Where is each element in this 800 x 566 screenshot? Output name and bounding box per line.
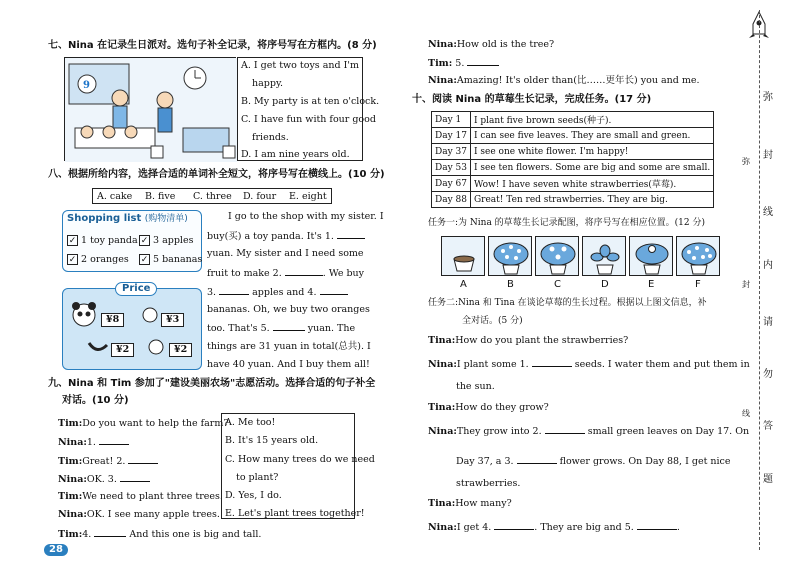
blank-4[interactable] [320,286,348,295]
sec7-option: A. I get two toys and I'm [241,60,359,71]
task1-instruction: 任务一:为 Nina 的草莓生长记录配图，将序号写在相应位置。(12 分) [428,218,706,228]
table-row: Day 1 I plant five brown seeds(种子). [432,112,714,128]
blank-5[interactable] [637,521,677,530]
sec9-option: C. How many trees do we need [225,454,375,465]
shopping-list-card [62,210,202,272]
price-card [62,283,202,370]
sec9-option: B. It's 15 years old. [225,435,319,446]
worksheet-page: 七、Nina 在记录生日派对。选句子补全记录，将序号写在方框内。(8 分) 9 A. I get two toys and I'm happy. B. My party is at ten o'clock. C. I have fun with four good friends. D. I am nine years old. 八、根据所给内容，选择合适的单词补全短文，将序号写在横线上。(10 分) A. cake B. five C. three D. four E. eight Shopping list (购物清单) ✓ 1 toy panda ✓ 3 apples ✓ 2 oranges ✓ 5 bananas Price ¥8 ¥3 ¥2 ¥2 I go to the shop with my sister. I buy(买) a toy panda. It's 1. yuan. My sister and I need some fruit to make 2. . We buy 3. apples and 4. bananas. Oh, we buy two oranges too. That's 5. yuan. The things are 31 yuan in total(总共). I have 40 yuan. And I buy them all! 九、Nina 和 Tim 参加了"建设美丽农场"志愿活动。选择合适的句子补全 对话。(10 分) Tim:Do you want to help the farm? Nina:1. Tim:Great! 2. Nina:OK. 3. Tim:We need to plant three trees. Nina:OK. I see many apple trees. Tim:4. And this one is big and tall. A. Me too! B. It's 15 years old. C. How many trees do we need to plant? D. Yes, I do. E. Let's plant trees together! 28 Nina:How old is the tree? Tim: 5. Nina:Amazing! It's older than(比……更年长) you and me. 十、阅读 Nina 的草莓生长记录，完成任务。(17 分) Day 1 I plant five brown seeds(种子). Day 17 I can see five leaves. They are small and green. Day 37 I see one white flower. I'm happy! Day 53 I see ten flowers. Some are big and some are small. Day 67 Wow! I have seven white strawberries(草莓). Day 88 Great! Ten red strawberries. They are big. 任务一:为 Nina 的草莓生长记录配图，将序号写在相应位置。(12 分) A B C D E F 任务二:Nina 和 Tina 在谈论草莓的生长过程。根据以上图文信息，补 全对话。(5 分) Tina:How do you plant the strawberries? Nina:I plant some 1. seeds. I water them and put them in the sun. Tina:How do they grow? Nina:They grow into 2. small green leaves on Day 17. On Day 37, a 3. flower grows. On Day 88, I get nice strawberries. Tina:How many? Nina:I get 4. . They are big and 5. . 弥 封 线 内 请 勿 答 题 弥 封 线 [0,0,800,566]
sec7-title: 七、Nina 在记录生日派对。选句子补全记录，将序号写在方框内。(8 分) [48,40,377,51]
sec9-options-box [221,413,375,519]
apple-icon [141,305,159,323]
check-icon: ✓ [68,236,77,246]
pot-label: D [601,279,609,290]
party-scene-icon [65,58,237,162]
task2-instruction: 任务二:Nina 和 Tina 在谈论草莓的生长过程。根据以上图文信息，补 [428,298,707,308]
sec8-title: 八、根据所给内容，选择合适的单词补全短文，将序号写在横线上。(10 分) [48,169,385,180]
check-icon: ✓ [140,255,149,265]
check-icon: ✓ [140,236,149,246]
blank-5[interactable] [467,57,499,66]
pot-image-f [676,236,720,276]
blank-1[interactable] [99,436,129,445]
shopping-item: ✓ 3 apples [140,235,194,246]
pot-image-e [629,236,673,276]
sec7-option: friends. [252,132,289,143]
seal-char: 线 [763,207,773,218]
sec9-option: E. Let's plant trees together! [225,508,365,519]
pot-image-a [441,236,485,276]
sec9-option: D. Yes, I do. [225,490,282,501]
sec7-option: C. I have fun with four good [241,114,376,125]
price-tag: ¥8 [101,313,124,327]
sec9-option: to plant? [236,472,279,483]
strawberry-plant-icon [677,237,721,277]
blank-2[interactable] [545,425,585,434]
price-tag: ¥2 [111,343,134,357]
seal-char: 题 [763,474,773,485]
party-illustration [64,57,236,161]
word-option: D. four [243,191,277,202]
blank-3[interactable] [517,455,557,464]
price-tag: ¥3 [161,313,184,327]
price-tag: ¥2 [169,343,192,357]
sec9-title-cont: 对话。(10 分) [62,395,129,406]
pot-label: B [507,279,514,290]
pot-label: F [695,279,701,290]
blank-3[interactable] [219,286,249,295]
pot-image-c [535,236,579,276]
banana-icon [87,339,109,355]
shopping-item: ✓ 5 bananas [140,254,203,265]
seal-small-char: 弥 [742,157,750,166]
pot-label: C [554,279,561,290]
sec7-options-box [237,57,380,161]
seed-pot-icon [442,237,486,277]
table-row: Day 67 Wow! I have seven white strawberries(草莓). [432,176,714,192]
strawberry-plant-icon [489,237,533,277]
task2-instruction-cont: 全对话。(5 分) [462,316,523,326]
toy-panda-icon [69,299,99,329]
blank-3[interactable] [120,473,150,482]
sec10-title: 十、阅读 Nina 的草莓生长记录，完成任务。(17 分) [412,94,652,105]
seal-char: 弥 [763,92,773,103]
seal-small-char: 线 [742,409,750,418]
word-option: A. cake [97,191,133,202]
page-number: 28 [44,544,68,556]
flower-pot-icon [630,237,674,277]
blank-4[interactable] [94,528,126,537]
blank-5[interactable] [273,322,305,331]
word-option: E. eight [289,191,327,202]
shopping-item: ✓ 1 toy panda [68,235,138,246]
blank-1[interactable] [532,358,572,367]
price-title: Price [115,282,157,296]
shopping-list-title: Shopping list (购物清单) [67,213,188,224]
pot-label: E [648,279,655,290]
seal-small-char: 封 [742,280,750,289]
pot-image-d [582,236,626,276]
svg-text:9: 9 [83,80,90,91]
check-icon: ✓ [68,255,77,265]
seal-dashed-line [759,10,760,550]
sec7-option: B. My party is at ten o'clock. [241,96,380,107]
blank-2[interactable] [285,267,323,276]
orange-icon [147,337,165,355]
word-bank [92,188,332,204]
blank-4[interactable] [494,521,534,530]
leaves-pot-icon [583,237,627,277]
strawberry-diary-table [431,111,714,208]
word-option: B. five [145,191,176,202]
seal-char: 勿 [763,369,773,380]
seal-char: 请 [763,317,773,328]
sec7-option: D. I am nine years old. [241,149,350,160]
strawberry-plant-icon [536,237,580,277]
pot-image-b [488,236,532,276]
seal-char: 内 [763,260,773,271]
seal-char: 封 [763,150,773,161]
table-row: Day 37 I see one white flower. I'm happy! [432,144,714,160]
table-row: Day 53 I see ten flowers. Some are big and some are small. [432,160,714,176]
sec7-option: happy. [252,78,284,89]
table-row: Day 88 Great! Ten red strawberries. They are big. [432,192,714,208]
table-row: Day 17 I can see five leaves. They are small and green. [432,128,714,144]
blank-2[interactable] [128,455,158,464]
pot-label: A [460,279,467,290]
sec9-option: A. Me too! [225,417,276,428]
shopping-item: ✓ 2 oranges [68,254,129,265]
seal-char: 答 [763,421,773,432]
word-option: C. three [193,191,232,202]
blank-1[interactable] [337,230,365,239]
sec9-title: 九、Nina 和 Tim 参加了"建设美丽农场"志愿活动。选择合适的句子补全 [48,378,376,389]
